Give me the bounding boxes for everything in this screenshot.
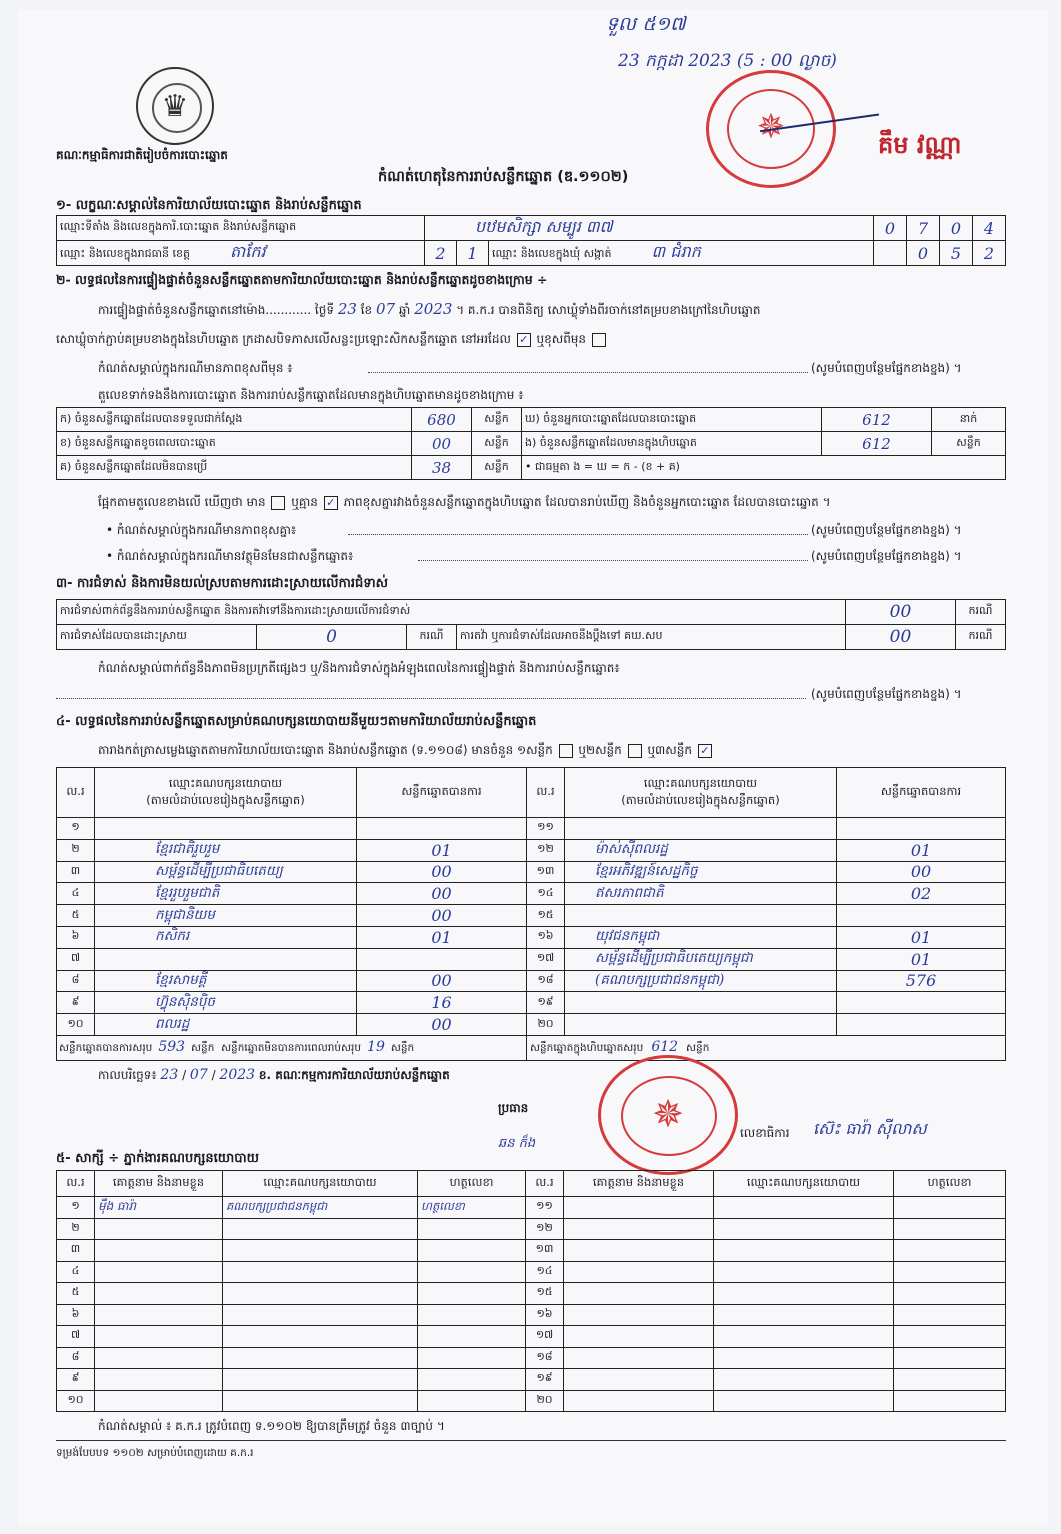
row-number: ៦: [57, 926, 95, 948]
table-row: [57, 818, 1006, 840]
objections-table: [56, 599, 1006, 650]
two-sheet-checkbox[interactable]: [628, 744, 642, 758]
witness-party: [714, 1283, 894, 1305]
section2-line4: តួលេខទាក់ទងនឹងការបោះឆ្នោត និងការរាប់សន្លឹកឆ្នោតដែលមានក្នុងហិបឆ្នោតមានដូចខាងក្រោម ៖: [98, 388, 524, 402]
section2-heading: ២- លទ្ធផលនៃការផ្ទៀងផ្ទាត់ចំនួនសន្លឹកឆ្នោតតាមការិយាល័យបោះឆ្នោត និងរាប់សន្លឹកឆ្នោតដូចខាងក្រោម ÷: [56, 272, 548, 287]
spoiled-value: 00: [412, 432, 472, 456]
witness-name: [95, 1369, 223, 1391]
party-name: [565, 992, 837, 1014]
row-number: ១៤: [527, 883, 565, 905]
witness-name: [95, 1261, 223, 1283]
table-row: [57, 1326, 1006, 1348]
witness-party: [223, 1218, 418, 1240]
witness-name: [564, 1240, 714, 1262]
party-name: ម៉ាស់ស៊ីពលរដ្ឋ: [565, 839, 837, 861]
table-header-row: ល.រ ឈ្មោះគណបក្សនយោបាយ (តាមលំដាប់លេខរៀងក្នុងសន្លឹកឆ្នោត) សន្លឹកឆ្នោតបានការ ល.រ ឈ្មោះគណបក្សនយោបាយ (តាមលំដាប់លេខរៀងក្នុងសន្លឹកឆ្នោត) សន្លឹកឆ្នោតបានការ: [57, 768, 1006, 818]
section2-line1: ការផ្ទៀងផ្ទាត់ចំនួនសន្លឹកឆ្នោតនៅម៉ោង............ ថ្ងៃទី 23 ខែ 07 ឆ្នាំ 2023 ។ គ.ក.រ បានពិនិត្យ សោឃ្លុំទាំងពីរចាក់នៅគម្របខាងក្រៅនៃហិបឆ្នោត: [98, 300, 761, 318]
row-number: ១៣: [527, 861, 565, 883]
table-row: [57, 1014, 1006, 1036]
section4-subline: តារាងកត់ត្រាសម្លេងឆ្នោតតាមការិយាល័យបោះឆ្នោត និងរាប់សន្លឹកឆ្នោត (ទ.១១០៨) មានចំនួន ១សន្លឹក ឬ២សន្លឹក ឬ៣សន្លឹក ✓: [98, 742, 714, 760]
total-invalid-value: 19: [367, 1038, 385, 1055]
table-row: [57, 1304, 1006, 1326]
witness-party: [714, 1326, 894, 1348]
province-digit: 1: [457, 241, 489, 266]
row-number: ៧: [57, 948, 95, 970]
row-number: ៨: [57, 1347, 95, 1369]
three-sheet-checkbox[interactable]: ✓: [698, 744, 712, 758]
witness-signature: [418, 1283, 526, 1305]
formula-note: • ជាធម្មតា ង = ឃ = ក - (ខ + គ): [522, 456, 1006, 480]
witness-party: [714, 1261, 894, 1283]
row-number: ១៦: [527, 926, 565, 948]
station-label: ឈ្មោះទីតាំង និងលេខក្នុងការិ.បោះឆ្នោត និងរាប់សន្លឹកឆ្នោត: [57, 216, 425, 241]
table-row: [57, 861, 1006, 883]
party-name: យុវជនកម្ពុជា: [565, 926, 837, 948]
party-votes: [837, 1014, 1006, 1036]
party-results-table: [56, 767, 1006, 1061]
row-number: ២: [57, 839, 95, 861]
witness-signature: [418, 1218, 526, 1240]
total-valid-value: 593: [158, 1038, 186, 1055]
party-votes: 01: [357, 926, 527, 948]
witness-name: [95, 1390, 223, 1412]
nec-emblem-icon: [136, 67, 214, 145]
commune-digit: 2: [973, 241, 1006, 266]
handwritten-note-2: 23 កក្កដា 2023 (5 : 00 ល្ងាច): [618, 51, 837, 71]
witness-party: [223, 1369, 418, 1391]
row-number: ១០: [57, 1390, 95, 1412]
party-votes: 01: [357, 839, 527, 861]
witness-name: [95, 1283, 223, 1305]
one-sheet-checkbox[interactable]: [559, 744, 573, 758]
party-name: ពលរដ្ឋ: [95, 1014, 357, 1036]
witness-signature: [418, 1240, 526, 1262]
section4-heading: ៤- លទ្ធផលនៃការរាប់សន្លឹកឆ្នោតសម្រាប់គណបក្សនយោបាយនីមួយៗតាមការិយាល័យរាប់សន្លឹកឆ្នោត: [56, 714, 537, 729]
party-votes: 01: [837, 948, 1006, 970]
witness-signature: [894, 1369, 1006, 1391]
row-number: ៤: [57, 883, 95, 905]
handwritten-note-1: ទួល ៥១៧: [606, 13, 686, 35]
party-name: [565, 905, 837, 927]
table-row: [57, 905, 1006, 927]
has-difference-checkbox[interactable]: [271, 496, 285, 510]
day-value: 23: [337, 300, 357, 318]
witness-name: [564, 1390, 714, 1412]
party-name: ខ្មែរជាតិរួបរួម: [95, 839, 357, 861]
witness-party: [223, 1283, 418, 1305]
row-number: ៦: [57, 1304, 95, 1326]
party-votes: [837, 818, 1006, 840]
row-number: ១២: [526, 1218, 564, 1240]
witness-signature: [894, 1326, 1006, 1348]
row-number: ១៩: [526, 1369, 564, 1391]
row-number: ១៨: [527, 970, 565, 992]
witness-party: [714, 1240, 894, 1262]
table-row: [57, 1390, 1006, 1412]
witness-party: [714, 1347, 894, 1369]
station-digit: 0: [874, 216, 907, 241]
witness-table: [56, 1170, 1006, 1412]
witness-name: [564, 1261, 714, 1283]
witness-name: [564, 1304, 714, 1326]
section3-note: កំណត់សម្គាល់ពាក់ព័ន្ធនឹងភាពមិនប្រក្រតីផ្សេងៗ ឬ/និងការជំទាស់ក្នុងអំឡុងពេលនៃការផ្ទៀងផ្ទាត់ និងការរាប់សន្លឹកឆ្នោត៖: [98, 661, 620, 675]
witness-signature: [418, 1369, 526, 1391]
row-number: ១៥: [527, 905, 565, 927]
witness-signature: [894, 1240, 1006, 1262]
table-row: [57, 1347, 1006, 1369]
witness-signature: [894, 1283, 1006, 1305]
party-name: ហ៊្វុនស៊ិនប៉ិច: [95, 992, 357, 1014]
party-votes: [837, 992, 1006, 1014]
table-row: [57, 1261, 1006, 1283]
witness-party: [223, 1240, 418, 1262]
signer-name-red: គឹម វណ្ណា: [878, 130, 962, 159]
section2-line5: ផ្អែកតាមតួលេខខាងលើ ឃើញថា មាន ឬគ្មាន ✓ ភាពខុសគ្នារវាងចំនួនសន្លឹកឆ្នោតក្នុងហិបឆ្នោត ដែលបានរាប់ឃើញ និងចំនួនអ្នកបោះឆ្នោត ដែលបានបោះឆ្នោត ។: [98, 495, 831, 509]
party-votes: [357, 948, 527, 970]
witness-party: [714, 1304, 894, 1326]
table-row: [57, 1197, 1006, 1219]
witness-name: [564, 1283, 714, 1305]
witness-signature: ហត្ថលេខា: [418, 1197, 526, 1219]
form-footer: ទម្រង់បែបបទ ១១០២ សម្រាប់បំពេញដោយ គ.ក.រ: [56, 1447, 254, 1459]
section3-heading: ៣- ការជំទាស់ និងការមិនយល់ស្របតាមការដោះស្រាយលើការជំទាស់: [56, 576, 388, 591]
ministry-name: គណៈកម្មាធិការជាតិរៀបចំការបោះឆ្នោត: [56, 148, 228, 162]
witness-name: [564, 1218, 714, 1240]
party-votes: 00: [357, 905, 527, 927]
section1-heading: ១- លក្ខណៈសម្គាល់នៃការិយាល័យបោះឆ្នោត និងរាប់សន្លឹកឆ្នោត: [56, 198, 362, 213]
witness-party: [223, 1304, 418, 1326]
party-name: កម្ពុជានិយម: [95, 905, 357, 927]
row-number: ១៧: [527, 948, 565, 970]
form-title: កំណត់ហេតុនៃការរាប់សន្លឹកឆ្នោត (ឌ.១១០២): [378, 169, 629, 185]
witness-name: [95, 1304, 223, 1326]
appeal-value: 00: [846, 625, 956, 650]
witness-name: ម៉ឹង ធារ៉ា: [95, 1197, 223, 1219]
same-as-before-checkbox[interactable]: ✓: [517, 333, 531, 347]
party-name: (គណបក្សប្រជាជនកម្ពុជា): [565, 970, 837, 992]
party-name: [565, 1014, 837, 1036]
table-row: [57, 1283, 1006, 1305]
witness-name: [564, 1326, 714, 1348]
party-name: សម្ព័ន្ធដើម្បីប្រជាធិបតេយ្យកម្ពុជា: [565, 948, 837, 970]
witness-party: [223, 1347, 418, 1369]
witness-name: [95, 1240, 223, 1262]
station-digit: 4: [973, 216, 1006, 241]
row-number: ៥: [57, 1283, 95, 1305]
party-votes: 00: [837, 861, 1006, 883]
party-votes: [357, 818, 527, 840]
commune-digit: 5: [940, 241, 973, 266]
witness-signature: [894, 1218, 1006, 1240]
year-value: 2023: [414, 300, 453, 318]
party-votes: 00: [357, 861, 527, 883]
party-name: [95, 818, 357, 840]
no-difference-checkbox[interactable]: ✓: [324, 496, 338, 510]
row-number: ៤: [57, 1261, 95, 1283]
row-number: ២០: [527, 1014, 565, 1036]
table-row: [57, 970, 1006, 992]
witness-name: [564, 1197, 714, 1219]
table-row: [57, 1240, 1006, 1262]
witness-signature: [418, 1304, 526, 1326]
station-digit: 7: [907, 216, 940, 241]
count-date: កាលបរិច្ឆេទ៖ 23 / 07 / 2023 ខ. គណៈកម្មការការិយាល័យរាប់សន្លឹកឆ្នោត: [98, 1067, 450, 1083]
party-votes: 00: [357, 970, 527, 992]
red-seal-bottom: ✵: [598, 1055, 738, 1175]
witness-party: [714, 1390, 894, 1412]
table-row: ការជំទាស់ដែលបានដោះស្រាយ 0 ករណី ការតវ៉ា ឬការជំទាស់ដែលអាចនឹងប្តឹងទៅ គឃ.សប 00 ករណី: [57, 625, 1006, 650]
row-number: ១៥: [526, 1283, 564, 1305]
party-votes: 01: [837, 926, 1006, 948]
table-header-row: ល.រ គោត្តនាម និងនាមខ្លួន ឈ្មោះគណបក្សនយោបាយ ហត្ថលេខា ល.រ គោត្តនាម និងនាមខ្លួន ឈ្មោះគណបក្សនយោបាយ ហត្ថលេខា: [57, 1171, 1006, 1197]
commune-value: ៣ ជំរាក: [651, 242, 701, 261]
row-number: ១៧: [526, 1326, 564, 1348]
secretary-label: លេខាធិការ: [740, 1126, 790, 1140]
witness-party: [714, 1197, 894, 1219]
party-votes: [837, 905, 1006, 927]
witness-party: គណបក្សប្រជាជនកម្ពុជា: [223, 1197, 418, 1219]
row-number: ១៦: [526, 1304, 564, 1326]
row-number: ៧: [57, 1326, 95, 1348]
table-row: [57, 992, 1006, 1014]
row-number: ៩: [57, 992, 95, 1014]
red-seal-top: ✵: [706, 70, 836, 188]
row-number: ១: [57, 1197, 95, 1219]
bullet-difference: • កំណត់សម្គាល់ក្នុងករណីមានភាពខុសគ្នា៖: [106, 523, 297, 537]
witness-signature: [894, 1347, 1006, 1369]
party-name: ខ្មែរអភិវឌ្ឍន៍សេដ្ឋកិច្ច: [565, 861, 837, 883]
row-number: ៣: [57, 861, 95, 883]
row-number: ៩: [57, 1369, 95, 1391]
voters-value: 612: [822, 408, 932, 432]
witness-party: [223, 1261, 418, 1283]
witness-signature: [418, 1347, 526, 1369]
witness-signature: [418, 1390, 526, 1412]
row-number: ១៤: [526, 1261, 564, 1283]
row-number: ១១: [527, 818, 565, 840]
row-number: ២: [57, 1218, 95, 1240]
province-value: តាកែវ: [230, 242, 266, 261]
table-row: [57, 926, 1006, 948]
witness-signature: [894, 1304, 1006, 1326]
witness-name: [564, 1369, 714, 1391]
resolved-value: 0: [257, 625, 407, 650]
commune-digit: 0: [907, 241, 940, 266]
witness-signature: [894, 1390, 1006, 1412]
party-name: កសិករ: [95, 926, 357, 948]
fill-note: (សូមបំពេញបន្ថែមផ្នែកខាងខ្នង) ។: [811, 361, 962, 375]
party-name: ខ្មែរសាមគ្គី: [95, 970, 357, 992]
row-number: ៥: [57, 905, 95, 927]
party-votes: 00: [357, 883, 527, 905]
table-row: [57, 839, 1006, 861]
received-value: 680: [412, 408, 472, 432]
section2-line3: កំណត់សម្គាល់ក្នុងករណីមានភាពខុសពីមុន ៖: [98, 361, 293, 375]
party-name: [95, 948, 357, 970]
witness-name: [95, 1326, 223, 1348]
bullet-foreign-objects: • កំណត់សម្គាល់ក្នុងករណីមានវត្ថុមិនមែនជាសន្លឹកឆ្នោត៖: [106, 549, 354, 563]
witness-name: [95, 1347, 223, 1369]
witness-party: [714, 1369, 894, 1391]
witness-party: [223, 1390, 418, 1412]
witness-name: [95, 1218, 223, 1240]
total-box-value: 612: [651, 1038, 679, 1055]
party-name: សម្ព័ន្ធដើម្បីប្រជាធិបតេយ្យ: [95, 861, 357, 883]
party-votes: 01: [837, 839, 1006, 861]
table-row: ក) ចំនួនសន្លឹកឆ្នោតដែលបានទទួលជាក់ស្តែង 680 សន្លឹក ឃ) ចំនួនអ្នកបោះឆ្នោតដែលបានបោះឆ្នោត 612 នាក់: [57, 408, 1006, 432]
commune-label: ឈ្មោះ និងលេខក្នុងឃុំ សង្កាត់: [492, 247, 612, 260]
row-number: ១៩: [527, 992, 565, 1014]
row-number: ១២: [527, 839, 565, 861]
witness-signature: [894, 1261, 1006, 1283]
party-name: [565, 818, 837, 840]
section5-heading: ៥- សាក្សី ÷ ភ្នាក់ងារគណបក្សនយោបាយ: [56, 1151, 259, 1166]
table-row: [57, 1218, 1006, 1240]
province-label: ឈ្មោះ និងលេខក្នុងរាជធានី ខេត្ត: [60, 247, 190, 260]
witness-signature: [418, 1261, 526, 1283]
totals-row: សន្លឹកឆ្នោតបានការសរុប 593 សន្លឹក សន្លឹកឆ្នោតមិនបានការពេលរាប់សរុប 19 សន្លឹក សន្លឹកឆ្នោតក្នុងហិបឆ្នោតសរុប 612 សន្លឹក: [57, 1035, 1006, 1060]
unused-value: 38: [412, 456, 472, 480]
counts-table: [56, 407, 1006, 480]
witness-signature: [894, 1197, 1006, 1219]
witness-party: [223, 1326, 418, 1348]
witness-signature: [418, 1326, 526, 1348]
chair-signature: ឆន ក៏ង: [498, 1136, 536, 1151]
ballots-in-box-value: 612: [822, 432, 932, 456]
station-value: បឋមសិក្សា សម្បូរ ៣៧: [425, 216, 874, 241]
table-row: គ) ចំនួនសន្លឹកឆ្នោតដែលមិនបានប្រើ 38 សន្លឹក • ជាធម្មតា ង = ឃ = ក - (ខ + គ): [57, 456, 1006, 480]
party-votes: 16: [357, 992, 527, 1014]
different-checkbox[interactable]: [592, 333, 606, 347]
row-number: ១១: [526, 1197, 564, 1219]
chair-label: ប្រធាន: [498, 1101, 529, 1115]
secretary-signature: ស៊េះ ធារ៉ា ស៊ីលាស: [813, 1119, 927, 1138]
month-value: 07: [376, 300, 396, 318]
witness-party: [714, 1218, 894, 1240]
section2-line2: សោឃ្លុំចាក់ភ្ជាប់គម្របខាងក្នុងនៃហិបឆ្នោត ក្រដាសបិទភាសលើសន្លះប្រឡោះសិកសន្លឹកឆ្នោត នៅអរដែល ✓ ឬខុសពីមុន: [56, 331, 1026, 349]
row-number: ២០: [526, 1390, 564, 1412]
party-votes: 00: [357, 1014, 527, 1036]
row-number: ១៨: [526, 1347, 564, 1369]
party-votes: 576: [837, 970, 1006, 992]
witness-name: [564, 1347, 714, 1369]
table-row: [57, 883, 1006, 905]
station-digit: 0: [940, 216, 973, 241]
objections-value: 00: [846, 600, 956, 625]
party-votes: 02: [837, 883, 1006, 905]
table-row: [57, 948, 1006, 970]
row-number: ៨: [57, 970, 95, 992]
table-row: ការជំទាស់ពាក់ព័ន្ធនឹងការរាប់សន្លឹកឆ្នោត និងការតវ៉ាទៅនឹងការដោះស្រាយលើការជំទាស់ 00 ករណី: [57, 600, 1006, 625]
row-number: ១៣: [526, 1240, 564, 1262]
footnote: កំណត់សម្គាល់ ៖ គ.ក.រ ត្រូវបំពេញ ទ.១១០២ ឱ្យបានត្រឹមត្រូវ ចំនួន ៣ច្បាប់ ។: [98, 1419, 445, 1433]
table-row: [57, 1369, 1006, 1391]
party-name: ខ្មែររួបរួមជាតិ: [95, 883, 357, 905]
party-name: ឥសរភាពជាតិ: [565, 883, 837, 905]
province-digit: 2: [425, 241, 457, 266]
table-row: ខ) ចំនួនសន្លឹកឆ្នោតខូចពេលបោះឆ្នោត 00 សន្លឹក ង) ចំនួនសន្លឹកឆ្នោតដែលមានក្នុងហិបឆ្នោត 612 សន្លឹក: [57, 432, 1006, 456]
row-number: ១០: [57, 1014, 95, 1036]
row-number: ៣: [57, 1240, 95, 1262]
station-table: [56, 215, 1006, 266]
form-sheet: ♛ ទួល ៥១៧ 23 កក្កដា 2023 (5 : 00 ល្ងាច) ✵ គឹម វណ្ណា គណៈកម្មាធិការជាតិរៀបចំការបោះឆ្នោត កំណត់ហេតុនៃការរាប់សន្លឹកឆ្នោត (ឌ.១១០២) ១- លក្ខណៈសម្គាល់នៃការិយាល័យបោះឆ្នោត និងរាប់សន្លឹកឆ្នោត ឈ្មោះទីតាំង និងលេខក្នុងការិ.បោះឆ្នោត និងរាប់សន្លឹកឆ្នោត បឋមសិក្សា សម្បូរ ៣៧ 0 7 0 4 ឈ្មោះ និងលេខក្នុងរាជធានី ខេត្ត តាកែវ 2 1 ឈ្មោះ និងលេខក្នុងឃុំ សង្កាត់ ៣ ជំរាក 0 5 2 ២- លទ្ធផលនៃការផ្ទៀងផ្ទាត់ចំនួនសន្លឹកឆ្នោតតាមការិយាល័យបោះឆ្នោត និងរាប់សន្លឹកឆ្នោតដូចខាងក្រោម ÷ ការផ្ទៀងផ្ទាត់ចំនួនសន្លឹកឆ្នោតនៅម៉ោង............ ថ្ងៃទី 23 ខែ 07 ឆ្នាំ 2023 ។ គ.ក.រ បានពិនិត្យ សោឃ្លុំទាំងពីរចាក់នៅគម្របខាងក្រៅនៃហិបឆ្នោត សោឃ្លុំចាក់ភ្ជាប់គម្របខាងក្នុងនៃហិបឆ្នោត ក្រដាសបិទភាសលើសន្លះប្រឡោះសិកសន្លឹកឆ្នោត នៅអរដែល ✓ ឬខុសពីមុន កំណត់សម្គាល់ក្នុងករណីមានភាពខុសពីមុន ៖ (សូមបំពេញបន្ថែមផ្នែកខាងខ្នង) ។ តួលេខទាក់ទងនឹងការបោះឆ្នោត និងការរាប់សន្លឹកឆ្នោតដែលមានក្នុងហិបឆ្នោតមានដូចខាងក្រោម ៖ ក) ចំនួនសន្លឹកឆ្នោតដែលបានទទួលជាក់ស្តែង 680 សន្លឹក ឃ) ចំនួនអ្នកបោះឆ្នោតដែលបានបោះឆ្នោត 612 នាក់ ខ) ចំនួនសន្លឹកឆ្នោតខូចពេលបោះឆ្នោត 00 សន្លឹក ង) ចំនួនសន្លឹកឆ្នោតដែលមានក្នុងហិបឆ្នោត 612 សន្លឹក គ) ចំនួនសន្លឹកឆ្នោតដែលមិនបានប្រើ 38 សន្លឹក • ជាធម្មតា ង = ឃ = ក - (ខ + គ) ផ្អែកតាមតួលេខខាងលើ ឃើញថា មាន ឬគ្មាន ✓ ភាពខុសគ្នារវាងចំនួនសន្លឹកឆ្នោតក្នុងហិបឆ្នោត ដែលបានរាប់ឃើញ និងចំនួនអ្នកបោះឆ្នោត ដែលបានបោះឆ្នោត ។ • កំណត់សម្គាល់ក្នុងករណីមានភាពខុសគ្នា៖ (សូមបំពេញបន្ថែមផ្នែកខាងខ្នង) ។ • កំណត់សម្គាល់ក្នុងករណីមានវត្ថុមិនមែនជាសន្លឹកឆ្នោត៖ (សូមបំពេញបន្ថែមផ្នែកខាងខ្នង) ។ ៣- ការជំទាស់ និងការមិនយល់ស្របតាមការដោះស្រាយលើការជំទាស់ ការជំទាស់ពាក់ព័ន្ធនឹងការរាប់សន្លឹកឆ្នោត និងការតវ៉ាទៅនឹងការដោះស្រាយលើការជំទាស់ 00 ករណី ការជំទាស់ដែលបានដោះស្រាយ 0 ករណី ការតវ៉ា ឬការជំទាស់ដែលអាចនឹងប្តឹងទៅ គឃ.សប 00 ករណី កំណត់សម្គាល់ពាក់ព័ន្ធនឹងភាពមិនប្រក្រតីផ្សេងៗ ឬ/និងការជំទាស់ក្នុងអំឡុងពេលនៃការផ្ទៀងផ្ទាត់ និងការរាប់សន្លឹកឆ្នោត៖ (សូមបំពេញបន្ថែមផ្នែកខាងខ្នង) ។ ៤- លទ្ធផលនៃការរាប់សន្លឹកឆ្នោតសម្រាប់គណបក្សនយោបាយនីមួយៗតាមការិយាល័យរាប់សន្លឹកឆ្នោត តារាងកត់ត្រាសម្លេងឆ្នោតតាមការិយាល័យបោះឆ្នោត និងរាប់សន្លឹកឆ្នោត (ទ.១១០៨) មានចំនួន ១សន្លឹក ឬ២សន្លឹក ឬ៣សន្លឹក ✓ ល.រ ឈ្មោះគណបក្សនយោបាយ (តាមលំដាប់លេខរៀងក្នុងសន្លឹកឆ្នោត) សន្លឹកឆ្នោតបានការ ល.រ ឈ្មោះគណបក្សនយោបាយ (តាមលំដាប់លេខរៀងក្នុងសន្លឹកឆ្នោត) សន្លឹកឆ្នោតបានការ ១ ១១ ២ ខ្មែរជាតិរួបរួម 01 ១២ ម៉ាស់ស៊ីពលរដ្ឋ 01 ៣ សម្ព័ន្ធដើម្បីប្រជាធិបតេយ្យ 00 ១៣ ខ្មែរអភិវឌ្ឍន៍សេដ្ឋកិច្ច 00 ៤ ខ្មែររួបរួមជាតិ 00 ១៤ ឥសរភាពជាតិ 02 ៥ កម្ពុជានិយម 00 ១៥ ៦ កសិករ 01 ១៦ យុវជនកម្ពុជា 01 ៧ ១៧ សម្ព័ន្ធដើម្បីប្រជាធិបតេយ្យកម្ពុជា 01 ៨ ខ្មែរសាមគ្គី 00 ១៨ (គណបក្សប្រជាជនកម្ពុជា) 576 ៩ ហ៊្វុនស៊ិនប៉ិច 16 ១៩ ១០ ពលរដ្ឋ 00 ២០ សន្លឹកឆ្នោតបានការសរុប 593 សន្លឹក សន្លឹកឆ្នោតមិនបានការពេលរាប់សរុប 19 សន្លឹក សន្លឹកឆ្នោតក្នុងហិបឆ្នោតសរុប 612 សន្លឹក កាលបរិច្ឆេទ៖ 23 / 07 / 2023 ខ. គណៈកម្មការការិយាល័យរាប់សន្លឹកឆ្នោត ✵ ប្រធាន ឆន ក៏ង លេខាធិការ ស៊េះ ធារ៉ា ស៊ីលាស ៥- សាក្សី ÷ ភ្នាក់ងារគណបក្សនយោបាយ ល.រ គោត្តនាម និងនាមខ្លួន ឈ្មោះគណបក្សនយោបាយ ហត្ថលេខា ល.រ គោត្តនាម និងនាមខ្លួន ឈ្មោះគណបក្សនយោបាយ ហត្ថលេខា ១ ម៉ឹង ធារ៉ា គណបក្សប្រជាជនកម្ពុជា ហត្ថលេខា ១១ ២ ១២ ៣ ១៣ ៤ ១៤ ៥ ១៥ ៦ ១៦ ៧ ១៧ ៨ ១៨ ៩ ១៩ ១០ ២០ កំណត់សម្គាល់ ៖ គ.ក.រ ត្រូវបំពេញ ទ.១១០២ ឱ្យបានត្រឹមត្រូវ ចំនួន ៣ច្បាប់ ។ ទម្រង់បែបបទ ១១០២ សម្រាប់បំពេញដោយ គ.ក.រ: [18, 10, 1048, 1525]
row-number: ១: [57, 818, 95, 840]
